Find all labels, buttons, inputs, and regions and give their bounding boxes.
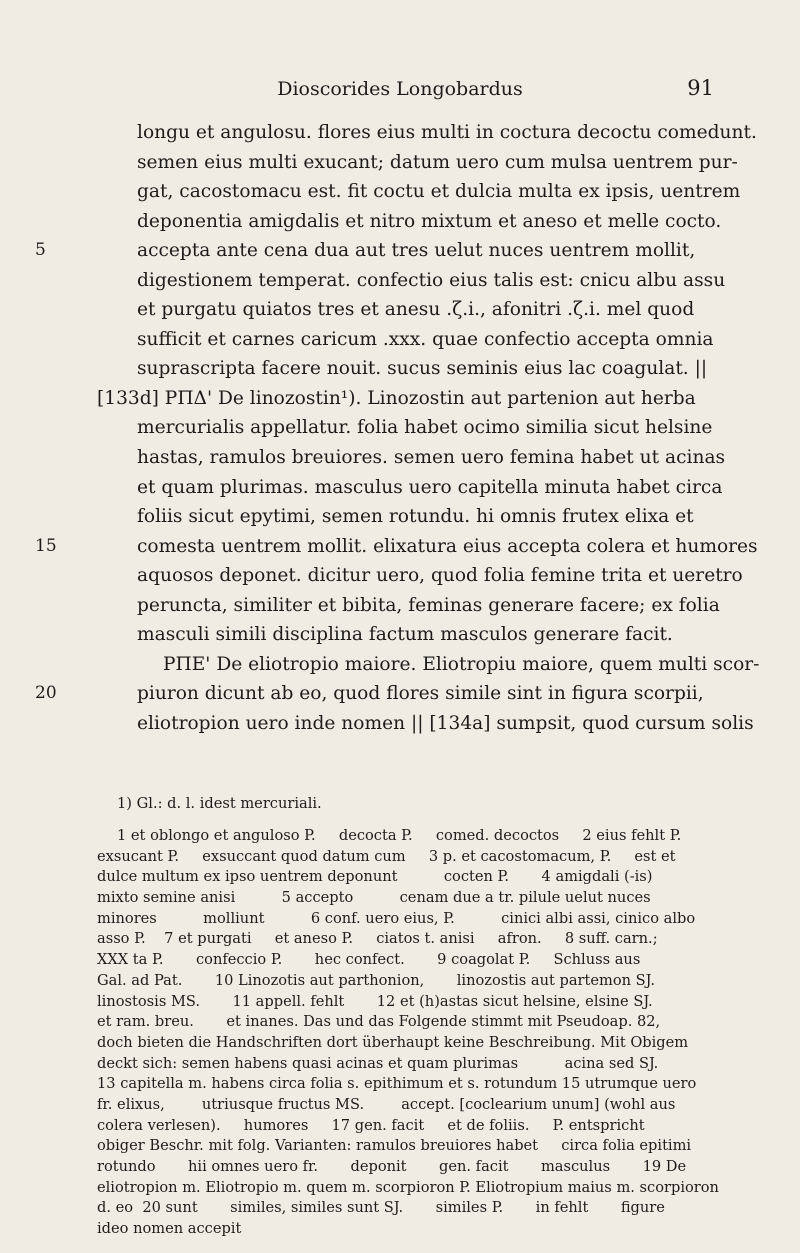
text-line bbox=[0, 207, 800, 237]
apparatus-text: XXX ta P. confeccio P. hec confect. 9 coagolat P. Schluss aus bbox=[97, 951, 641, 969]
line-text: aquosos deponet. dicitur uero, quod folia femine trita et ueretro bbox=[137, 565, 743, 587]
line-text: eliotropion uero inde nomen || [134a] sumpsit, quod cursum solis bbox=[137, 712, 754, 734]
line-text: semen eius multi exucant; datum uero cum mulsa uentrem pur- bbox=[137, 151, 738, 173]
apparatus-line bbox=[0, 1136, 800, 1157]
line-text: suprascripta facere nouit. sucus seminis eius lac coagulat. || bbox=[137, 358, 708, 380]
text-line bbox=[0, 384, 800, 414]
apparatus-line bbox=[0, 867, 800, 888]
text-line bbox=[0, 354, 800, 384]
page-number: 91 bbox=[687, 76, 714, 100]
apparatus-line bbox=[0, 1198, 800, 1219]
line-number: 15 bbox=[35, 535, 57, 556]
line-text: et quam plurimas. masculus uero capitella minuta habet circa bbox=[137, 476, 723, 498]
apparatus-line bbox=[0, 950, 800, 971]
text-line bbox=[0, 236, 800, 266]
text-line bbox=[0, 177, 800, 207]
line-text: piuron dicunt ab eo, quod flores simile sint in figura scorpii, bbox=[137, 683, 704, 705]
line-text: masculi simili disciplina factum masculos generare facit. bbox=[137, 624, 673, 646]
apparatus-line bbox=[0, 929, 800, 950]
line-text: gat, cacostomacu est. fit coctu et dulcia multa ex ipsis, uentrem bbox=[137, 181, 741, 203]
apparatus-line bbox=[0, 1033, 800, 1054]
apparatus-text: Gal. ad Pat. 10 Linozotis aut parthonion, linozostis aut partemon SJ. bbox=[97, 971, 656, 989]
text-line bbox=[0, 591, 800, 621]
running-head-title: Dioscorides Longobardus bbox=[277, 78, 523, 100]
apparatus-text: 13 capitella m. habens circa folia s. epithimum et s. rotundum 15 utrumque uero bbox=[97, 1075, 697, 1093]
text-line bbox=[0, 679, 800, 709]
text-line bbox=[0, 325, 800, 355]
apparatus-line bbox=[0, 1157, 800, 1178]
apparatus-line bbox=[0, 992, 800, 1013]
text-line bbox=[0, 266, 800, 296]
apparatus-text: ideo nomen accepit bbox=[97, 1220, 242, 1238]
text-line bbox=[0, 532, 800, 562]
line-text: foliis sicut epytimi, semen rotundu. hi omnis frutex elixa et bbox=[137, 506, 694, 528]
line-number: 5 bbox=[35, 240, 46, 261]
apparatus-text: colera verlesen). humores 17 gen. facit et de foliis. P. entspricht bbox=[97, 1116, 645, 1134]
line-number: 20 bbox=[35, 683, 57, 704]
apparatus-line bbox=[0, 1074, 800, 1095]
apparatus-text: 1 et oblongo et anguloso P. decocta P. comed. decoctos 2 eius fehlt P. bbox=[117, 827, 682, 844]
text-line bbox=[0, 620, 800, 650]
apparatus-text: dulce multum ex ipso uentrem deponunt cocten P. 4 amigdali (-is) bbox=[97, 868, 653, 886]
apparatus-line bbox=[0, 847, 800, 868]
main-text bbox=[0, 118, 800, 738]
text-line bbox=[0, 650, 800, 680]
apparatus-text: fr. elixus, utriusque fructus MS. accept. [coclearium unum] (wohl aus bbox=[97, 1095, 676, 1113]
line-text: digestionem temperat. confectio eius talis est: cnicu albu assu bbox=[137, 269, 726, 291]
line-text: comesta uentrem mollit. elixatura eius accepta colera et humores bbox=[137, 535, 758, 557]
apparatus-line bbox=[0, 971, 800, 992]
line-text: et purgatu quiatos tres et anesu .ζ.i., afonitri .ζ.i. mel quod bbox=[137, 299, 695, 321]
apparatus-text: exsucant P. exsuccant quod datum cum 3 p. et cacostomacum, P. est et bbox=[97, 847, 676, 865]
apparatus-text: et ram. breu. et inanes. Das und das Folgende stimmt mit Pseudoap. 82, bbox=[97, 1013, 661, 1031]
running-head bbox=[0, 76, 800, 106]
apparatus-line bbox=[0, 888, 800, 909]
text-line bbox=[0, 295, 800, 325]
apparatus-line bbox=[0, 1116, 800, 1137]
apparatus-line bbox=[0, 1054, 800, 1075]
apparatus-text: deckt sich: semen habens quasi acinas et quam plurimas acina sed SJ. bbox=[97, 1054, 659, 1072]
footnote-text: 1) Gl.: d. l. idest mercuriali. bbox=[117, 795, 322, 812]
apparatus-line bbox=[0, 1095, 800, 1116]
line-text: hastas, ramulos breuiores. semen uero femina habet ut acinas bbox=[137, 447, 726, 469]
text-line bbox=[0, 413, 800, 443]
line-text: longu et angulosu. flores eius multi in coctura decoctu comedunt. bbox=[137, 122, 757, 143]
apparatus-line bbox=[0, 1178, 800, 1199]
apparatus-text: mixto semine anisi 5 accepto cenam due a tr. pilule uelut nuces bbox=[97, 889, 651, 907]
text-line bbox=[0, 118, 800, 148]
apparatus-text: eliotropion m. Eliotropio m. quem m. scorpioron P. Eliotropium maius m. scorpioron bbox=[97, 1178, 719, 1196]
text-line bbox=[0, 561, 800, 591]
line-text: deponentia amigdalis et nitro mixtum et aneso et melle cocto. bbox=[137, 210, 722, 232]
line-text: sufficit et carnes caricum .xxx. quae confectio accepta omnia bbox=[137, 328, 714, 350]
apparatus-line bbox=[0, 1219, 800, 1240]
critical-apparatus bbox=[0, 826, 800, 1240]
line-text: [133d] ΡΠΔ' De linozostin¹). Linozostin aut partenion aut herba bbox=[97, 387, 696, 409]
line-text: mercurialis appellatur. folia habet ocimo similia sicut helsine bbox=[137, 417, 713, 439]
line-text: ΡΠΕ' De eliotropio maiore. Eliotropiu maiore, quem multi scor- bbox=[163, 653, 760, 675]
apparatus-text: obiger Beschr. mit folg. Varianten: ramulos breuiores habet circa folia epitimi bbox=[97, 1137, 692, 1155]
line-text: peruncta, similiter et bibita, feminas generare facere; ex folia bbox=[137, 594, 720, 616]
apparatus-line bbox=[0, 909, 800, 930]
text-line bbox=[0, 443, 800, 473]
apparatus-line bbox=[0, 826, 800, 847]
line-text: accepta ante cena dua aut tres uelut nuces uentrem mollit, bbox=[137, 240, 696, 262]
apparatus-text: d. eo 20 sunt similes, similes sunt SJ. similes P. in fehlt figure bbox=[97, 1199, 665, 1217]
apparatus-line bbox=[0, 1012, 800, 1033]
apparatus-text: doch bieten die Handschriften dort überhaupt keine Beschreibung. Mit Obigem bbox=[97, 1033, 689, 1051]
text-line bbox=[0, 502, 800, 532]
footnote bbox=[0, 790, 800, 818]
apparatus-text: asso P. 7 et purgati et aneso P. ciatos t. anisi afron. 8 suff. carn.; bbox=[97, 930, 658, 948]
text-line bbox=[0, 148, 800, 178]
apparatus-text: minores molliunt 6 conf. uero eius, P. cinici albi assi, cinico albo bbox=[97, 909, 696, 927]
apparatus-text: linostosis MS. 11 appell. fehlt 12 et (h)astas sicut helsine, elsine SJ. bbox=[97, 992, 653, 1010]
text-line bbox=[0, 709, 800, 739]
text-line bbox=[0, 473, 800, 503]
apparatus-text: rotundo hii omnes uero fr. deponit gen. facit masculus 19 De bbox=[97, 1158, 687, 1175]
notes-section bbox=[0, 790, 800, 1240]
